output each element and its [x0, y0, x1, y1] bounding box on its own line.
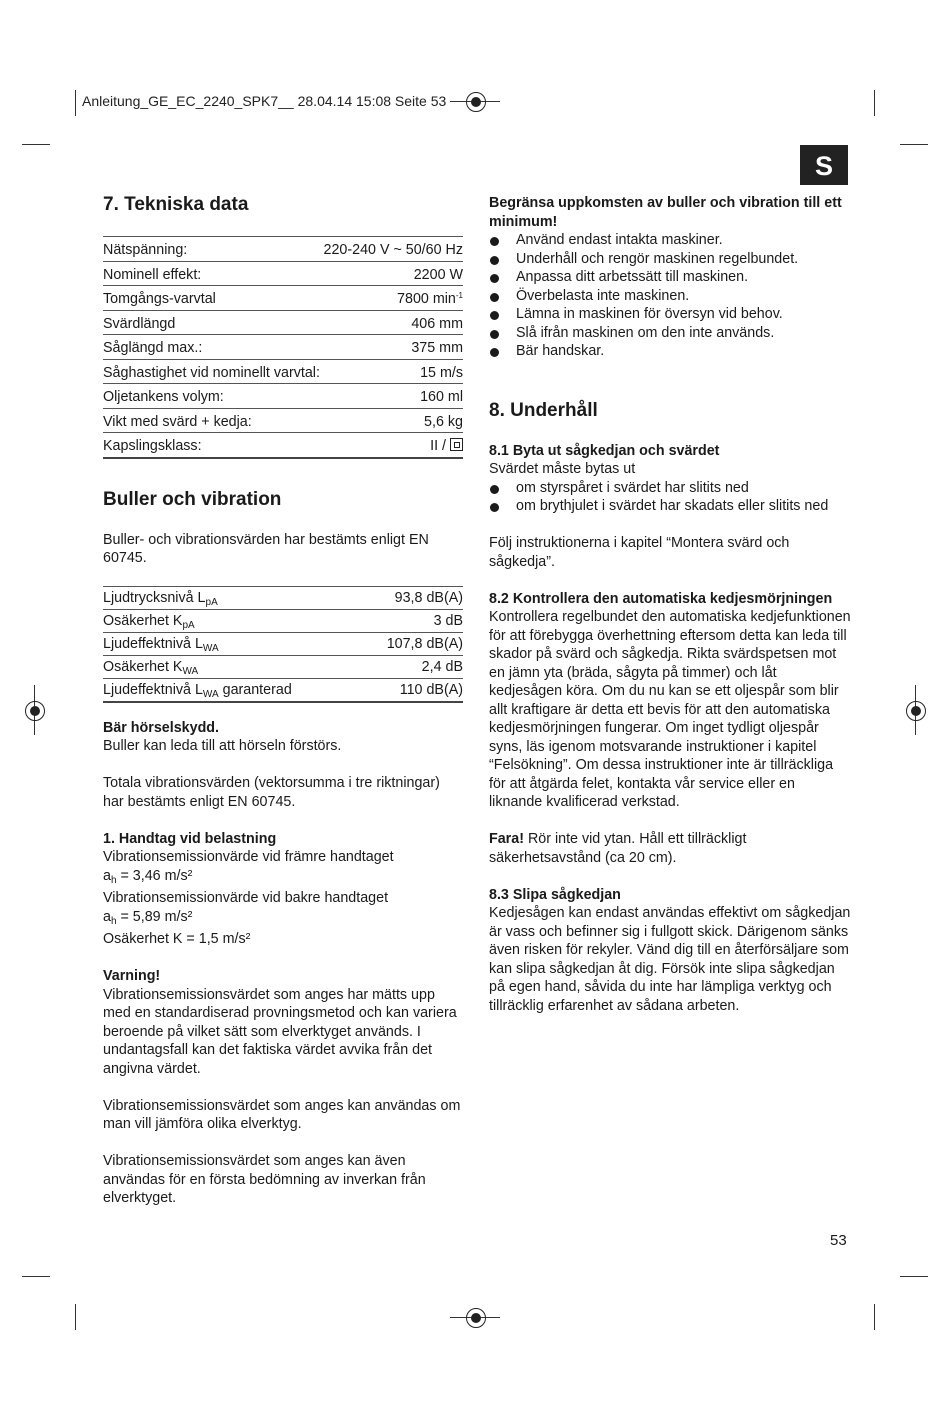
compare-text: Vibrationsemissionsvärdet som anges kan användas om man vill jämföra olika elverktyg. [103, 1097, 461, 1132]
table-row: Osäkerhet $K_{pA}$ 3 dB [103, 610, 463, 633]
crop-mark [874, 90, 875, 116]
table-row: Såglängd max.: 375 mm [103, 335, 463, 360]
registration-mark-icon [906, 701, 926, 721]
section-8-1-follow: Följ instruktionerna i kapitel “Montera svärd och sågkedja”. [489, 535, 790, 570]
rear-handle-value: $a_h = 5,89$ m/s² [103, 908, 193, 927]
registration-mark-icon [466, 1308, 486, 1328]
language-tab: S [800, 145, 848, 185]
section-8-1-text: Svärdet måste bytas ut [489, 461, 636, 477]
table-row: Oljetankens volym: 160 ml [103, 384, 463, 409]
registration-mark-icon [25, 701, 45, 721]
crop-mark [22, 1276, 50, 1277]
noise-intro: Buller- och vibrationsvärden har bestämts enligt EN 60745. [103, 531, 429, 566]
page-number: 53 [830, 1232, 847, 1249]
danger-note: Fara! Rör inte vid ytan. Håll ett tillräckligt säkerhetsavstånd (ca 20 cm). [489, 831, 747, 866]
registration-mark-icon [466, 92, 486, 112]
list-item: Slå ifrån maskinen om den inte används. [489, 324, 851, 343]
list-item: Underhåll och rengör maskinen regelbundet. [489, 250, 851, 269]
list-item: Överbelasta inte maskinen. [489, 287, 851, 306]
warning-text: Vibrationsemissionsvärdet som anges har mätts upp med en standardiserad provningsmetod och kan variera beroende på vilket sätt som elverktyget används. I undantagsfall kan det faktiska värdet avvika från det angivna värdet. [103, 986, 457, 1077]
left-column [103, 192, 463, 1208]
crop-mark [874, 1304, 875, 1330]
rear-handle-text: Vibrationsemissionvärde vid bakre handtaget [103, 890, 389, 906]
table-row: Nätspänning: 220-240 V ~ 50/60 Hz [103, 237, 463, 262]
section-8-2-title: 8.2 Kontrollera den automatiska kedjesmörjningen [489, 590, 833, 607]
uncertainty-text: Osäkerhet K = 1,5 m/s² [103, 931, 251, 947]
table-row: Nominell effekt: 2200 W [103, 262, 463, 287]
table-row: Tomgångs-varvtal 7800 $\min^{-1}$ [103, 286, 463, 311]
table-row: Svärdlängd 406 mm [103, 311, 463, 336]
table-row: Ljudeffektnivå $L_{WA}$ garanterad 110 dB(A) [103, 679, 463, 703]
list-item: om styrspåret i svärdet har slitits ned [489, 479, 851, 498]
assess-text: Vibrationsemissionsvärdet som anges kan även användas för en första bedömning av inverkan från elverktyget. [103, 1153, 426, 1206]
limit-title: Begränsa uppkomsten av buller och vibration till ett minimum! [489, 195, 842, 230]
noise-title: Buller och vibration [103, 488, 282, 510]
table-row: Osäkerhet $K_{WA}$ 2,4 dB [103, 656, 463, 679]
crop-mark [900, 1276, 928, 1277]
list-item: Lämna in maskinen för översyn vid behov. [489, 305, 851, 324]
right-column [489, 194, 851, 1015]
section-8-3-title: 8.3 Slipa sågkedjan [489, 886, 621, 903]
front-handle-value: $a_h = 3,46$ m/s² [103, 867, 193, 886]
table-row: Kapslingsklass: II / [103, 433, 463, 459]
section-8-2-text: Kontrollera regelbundet den automatiska kedjefunktionen för att förebygga överhettning eftersom detta kan leda till skador på svärd och sågkedja. Rikta svärdspetsen mot en jämn yta (bräda, sågyta på timmer) och låt kedjesågen köra. Om du nu kan se ett oljespår som blir allt kraftigare är detta ett bevis för att den automatiska kedjesmörjningen fungerar. Om inget tydligt oljespår syns, läs igenom motsvarande instruktioner i kapitel “Felsökning”. Om dessa instruktioner inte är tillräckliga för att åtgärda felet, kontakta vår service eller en liknande kvalificerad verkstad. [489, 609, 851, 810]
crop-mark [75, 1304, 76, 1330]
table-row: Vikt med svärd + kedja: 5,6 kg [103, 409, 463, 434]
section-8-1-title: 8.1 Byta ut sågkedjan och svärdet [489, 442, 720, 459]
crop-mark [900, 144, 928, 145]
crop-mark [75, 90, 76, 116]
hearing-title: Bär hörselskydd. [103, 719, 220, 736]
front-handle-text: Vibrationsemissionvärde vid främre handtaget [103, 849, 394, 865]
section-8-3-text: Kedjesågen kan endast användas effektivt om sågkedjan är vass och befinner sig i fullgott skick. Därigenom sänks även risken för rekyler. Vänd dig till en återförsäljare som kan slipa sågkedjan åt dig. Försök inte slipa sågkedjan på egen hand, såvida du inte har lämpliga verktyg och tillräcklig erfarenhet av sådana arbeten. [489, 905, 851, 1014]
noise-table [103, 586, 463, 703]
tech-data-title: 7. Tekniska data [103, 194, 249, 215]
table-row: Ljudtrycksnivå $L_{pA}$ 93,8 dB(A) [103, 587, 463, 610]
hearing-text: Buller kan leda till att hörseln förstörs. [103, 738, 342, 754]
limit-list [489, 231, 851, 361]
table-row: Ljudeffektnivå $L_{WA}$ 107,8 dB(A) [103, 633, 463, 656]
handle-title: 1. Handtag vid belastning [103, 830, 277, 847]
total-vibration-text: Totala vibrationsvärden (vektorsumma i tre riktningar) har bestämts enligt EN 60745. [103, 775, 440, 810]
warning-title: Varning! [103, 968, 161, 984]
table-row: Såghastighet vid nominellt varvtal: 15 m/s [103, 360, 463, 385]
protection-class-icon [450, 438, 463, 451]
maintenance-title: 8. Underhåll [489, 399, 598, 421]
tech-data-table [103, 236, 463, 459]
list-item: Anpassa ditt arbetssätt till maskinen. [489, 268, 851, 287]
list-item: Bär handskar. [489, 342, 851, 361]
print-slug: Anleitung_GE_EC_2240_SPK7__ 28.04.14 15:08 Seite 53 [82, 93, 447, 109]
crop-mark [22, 144, 50, 145]
list-item: om brythjulet i svärdet har skadats eller slitits ned [489, 497, 851, 516]
list-item: Använd endast intakta maskiner. [489, 231, 851, 250]
section-8-1-list [489, 479, 851, 516]
